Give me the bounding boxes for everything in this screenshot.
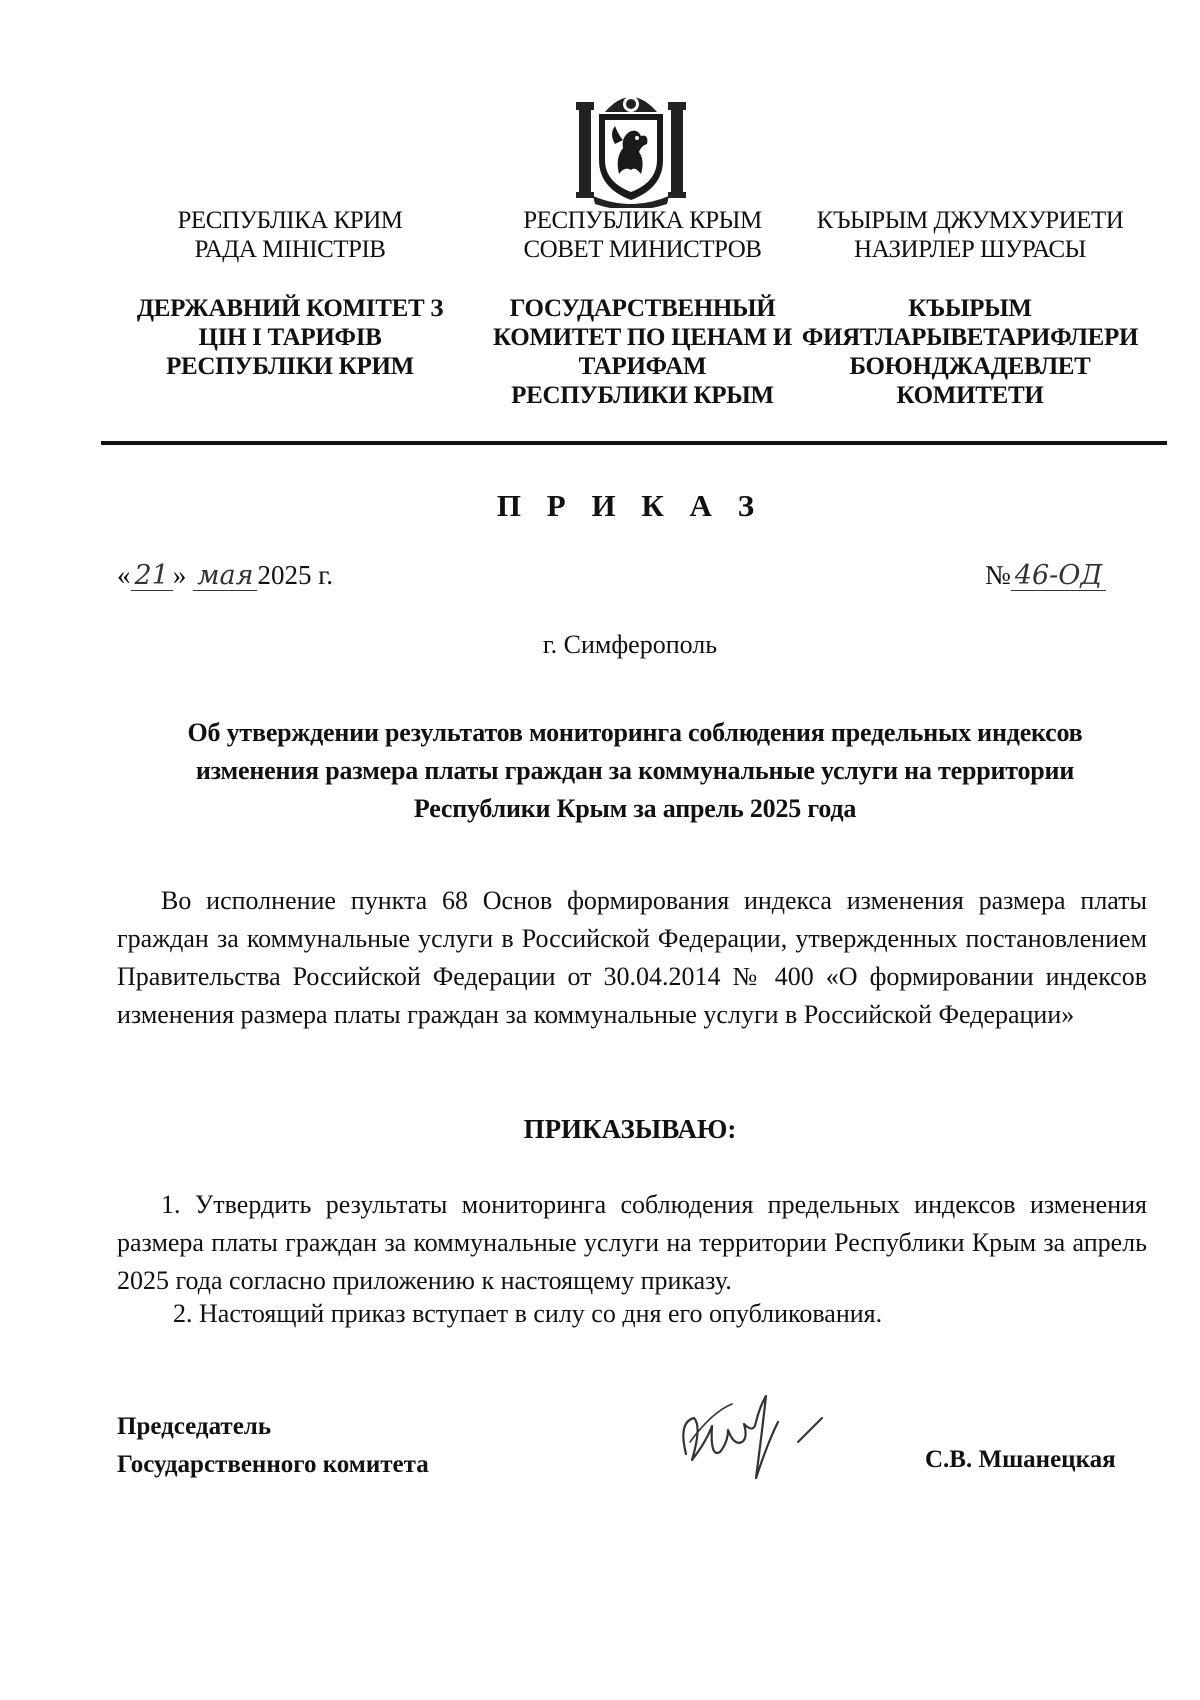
org-line: ДЕРЖАВНИЙ КОМІТЕТ З	[136, 295, 444, 322]
date-close-quote: »	[172, 560, 187, 590]
city: г. Симферополь	[542, 630, 718, 659]
gov-line: СОВЕТ МИНИСТРОВ	[523, 236, 762, 263]
signatory-name: С.В. Мшанецкая	[925, 1446, 1116, 1473]
gov-name-ru	[480, 206, 805, 264]
handwritten-signature-icon	[672, 1382, 842, 1502]
org-name-ru	[480, 294, 805, 410]
document-title: П Р И К А З	[496, 488, 764, 523]
date-year: 2025 г.	[257, 560, 334, 590]
org-name-ua	[120, 294, 460, 381]
org-line: БОЮНДЖАДЕВЛЕТ	[849, 353, 1091, 380]
org-line: ФИЯТЛАРЫВЕТАРИФЛЕРИ	[801, 324, 1139, 351]
order-word: ПРИКАЗЫВАЮ:	[523, 1114, 737, 1144]
order-item-1: 1. Утвердить результаты мониторинга соблюдения предельных индексов изменения размера платы граждан за коммунальные услуги на территории Республики Крым за апрель 2025 года согласно приложению к настоящему приказу.	[117, 1190, 1147, 1295]
gov-name-ua	[120, 206, 460, 264]
date-day: 21	[131, 562, 173, 591]
crimea-coat-of-arms-icon	[575, 88, 687, 208]
number-prefix: №	[985, 560, 1011, 590]
header-crimean-tatar	[800, 206, 1140, 410]
org-line: РЕСПУБЛИКИ КРЫМ	[511, 382, 774, 409]
org-line: КОМИТЕТ ПО ЦЕНАМ И	[493, 324, 792, 351]
gov-line: РЕСПУБЛИКА КРЫМ	[523, 207, 762, 234]
org-line: ЦІН І ТАРИФІВ	[198, 324, 382, 351]
org-line: КЪЫРЫМ	[908, 295, 1032, 322]
order-subject: Об утверждении результатов мониторинга соблюдения предельных индексов изменения размера платы граждан за коммунальные услуги на территории Республики Крым за апрель 2025 года	[187, 718, 1083, 823]
org-line: ГОСУДАРСТВЕННЫЙ	[509, 295, 776, 322]
gov-line: НАЗИРЛЕР ШУРАСЫ	[854, 236, 1086, 263]
order-number	[985, 560, 1106, 591]
org-name-ct	[800, 294, 1140, 410]
signatory-position	[117, 1408, 429, 1484]
gov-name-ct	[800, 206, 1140, 264]
gov-line: РЕСПУБЛІКА КРИМ	[177, 207, 403, 234]
order-date	[117, 560, 333, 591]
date-month: мая	[193, 562, 257, 591]
org-line: КОМИТЕТИ	[896, 382, 1044, 409]
date-open-quote: «	[117, 560, 131, 590]
header-divider	[101, 441, 1167, 445]
header-russian	[480, 206, 805, 410]
preamble-paragraph: Во исполнение пункта 68 Основ формирования индекса изменения размера платы граждан за коммунальные услуги в Российской Федерации, утвержденных постановлением Правительства Российской Федерации от 30.04.2014 № 400 «О формировании индексов изменения размера платы граждан за коммунальные услуги в Российской Федерации»	[117, 886, 1147, 1029]
org-line: ТАРИФАМ	[578, 353, 707, 380]
order-item-2: 2. Настоящий приказ вступает в силу со дня его опубликования.	[173, 1299, 883, 1328]
header-ukrainian	[120, 206, 460, 381]
gov-line: КЪЫРЫМ ДЖУМХУРИЕТИ	[816, 207, 1124, 234]
gov-line: РАДА МІНІСТРІВ	[194, 236, 386, 263]
org-line: РЕСПУБЛІКИ КРИМ	[166, 353, 414, 380]
number-value: 46-ОД	[1011, 562, 1107, 591]
position-line: Председатель	[117, 1413, 272, 1440]
position-line: Государственного комитета	[117, 1451, 429, 1478]
